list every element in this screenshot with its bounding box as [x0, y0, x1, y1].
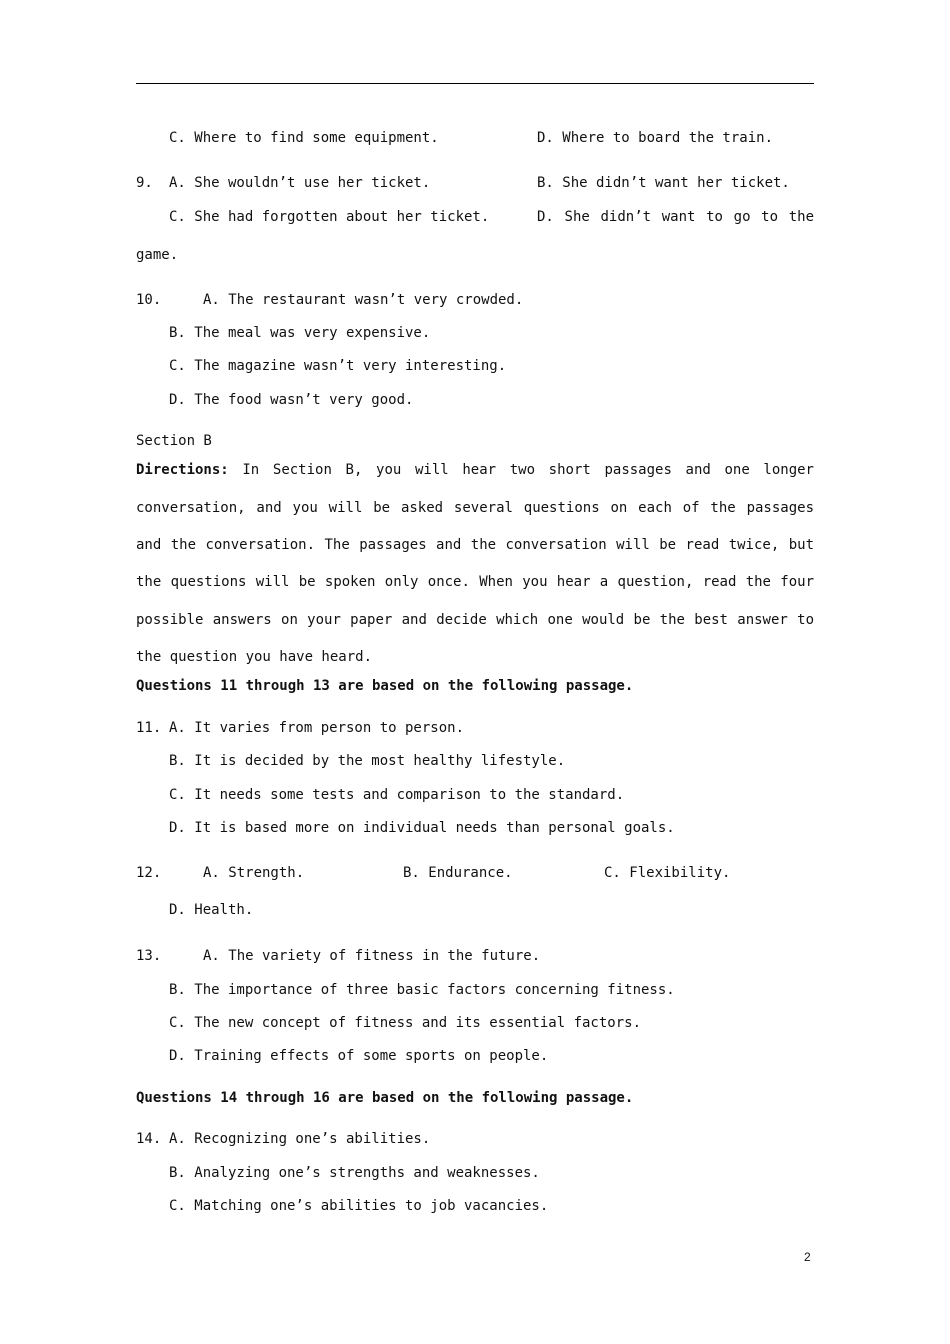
q9-option-d-continued: game.: [136, 247, 179, 263]
q11-option-c: C. It needs some tests and comparison to the standard.: [169, 787, 625, 803]
q10-number: 10.: [136, 292, 162, 308]
q9-option-a: A. She wouldn’t use her ticket.: [169, 175, 431, 191]
q12-number: 12.: [136, 865, 162, 881]
q10-option-b: B. The meal was very expensive.: [169, 325, 431, 341]
q13-option-c: C. The new concept of fitness and its essential factors.: [169, 1015, 642, 1031]
q11-option-d: D. It is based more on individual needs than personal goals.: [169, 820, 675, 836]
q12-option-b: B. Endurance.: [403, 865, 513, 881]
q12-option-d: D. Health.: [169, 902, 254, 918]
q13-option-b: B. The importance of three basic factors concerning fitness.: [169, 982, 675, 998]
q9-number: 9.: [136, 175, 153, 191]
q12-option-c: C. Flexibility.: [604, 865, 731, 881]
directions-line: the questions will be spoken only once. When you hear a question, read the four: [136, 574, 814, 590]
section-title: Section B: [136, 433, 212, 449]
page-number: 2: [804, 1250, 811, 1264]
q11-number: 11.: [136, 720, 162, 736]
q13-number: 13.: [136, 948, 162, 964]
q11-option-a: A. It varies from person to person.: [169, 720, 465, 736]
q10-option-a: A. The restaurant wasn’t very crowded.: [203, 292, 524, 308]
q10-option-c: C. The magazine wasn’t very interesting.: [169, 358, 507, 374]
directions-line: and the conversation. The passages and the conversation will be read twice, but: [136, 537, 814, 553]
directions-line-last: the question you have heard.: [136, 649, 373, 665]
passage-1-heading: Questions 11 through 13 are based on the following passage.: [136, 678, 634, 694]
directions-line: possible answers on your paper and decide which one would be the best answer to: [136, 612, 814, 628]
passage-2-heading: Questions 14 through 16 are based on the following passage.: [136, 1090, 634, 1106]
q8-option-d: D. Where to board the train.: [537, 130, 774, 146]
directions-label: Directions:: [136, 462, 229, 478]
directions-text: In Section B, you will hear two short passages and one longer: [242, 462, 814, 478]
header-rule: [136, 83, 814, 84]
directions-line: [136, 461, 814, 479]
q14-number: 14.: [136, 1131, 162, 1147]
q9-option-c: C. She had forgotten about her ticket.: [169, 209, 490, 225]
q14-option-b: B. Analyzing one’s strengths and weaknesses.: [169, 1165, 540, 1181]
q13-option-d: D. Training effects of some sports on people.: [169, 1048, 549, 1064]
q13-option-a: A. The variety of fitness in the future.: [203, 948, 541, 964]
q14-option-c: C. Matching one’s abilities to job vacancies.: [169, 1198, 549, 1214]
q9-option-d: D. She didn’t want to go to the: [537, 209, 814, 225]
q8-option-c: C. Where to find some equipment.: [169, 130, 439, 146]
q14-option-a: A. Recognizing one’s abilities.: [169, 1131, 431, 1147]
directions-line: conversation, and you will be asked several questions on each of the passages: [136, 500, 814, 516]
q11-option-b: B. It is decided by the most healthy lifestyle.: [169, 753, 566, 769]
q12-option-a: A. Strength.: [203, 865, 305, 881]
q10-option-d: D. The food wasn’t very good.: [169, 392, 414, 408]
q9-option-b: B. She didn’t want her ticket.: [537, 175, 790, 191]
